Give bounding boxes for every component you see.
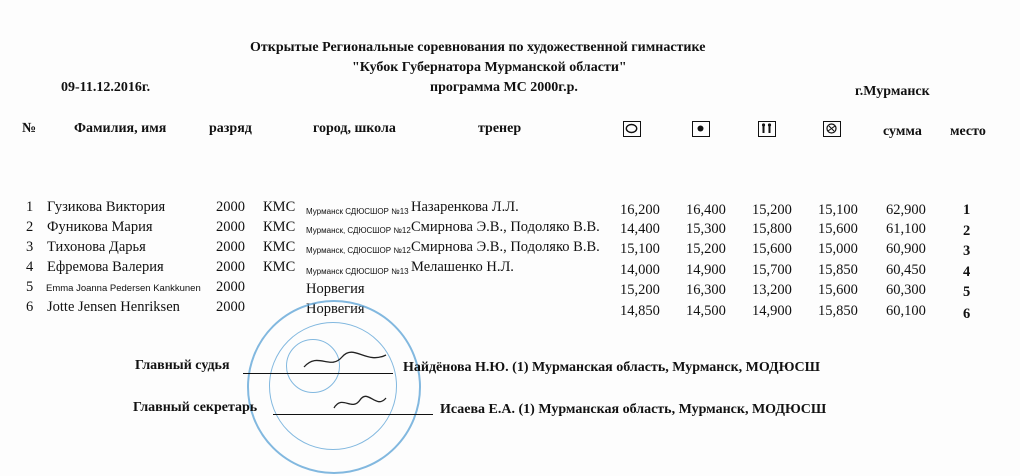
row-place: 5: [963, 284, 971, 300]
row-score-clubs: 15,700: [752, 262, 792, 278]
col-total: сумма: [883, 124, 922, 139]
row-school: Норвегия: [306, 301, 365, 317]
row-score-hoop: 15,100: [620, 241, 660, 257]
col-coach: тренер: [478, 121, 522, 136]
row-year: 2000: [216, 299, 245, 315]
row-score-ribbon: 15,600: [818, 221, 858, 237]
chief-secretary-line: [273, 414, 433, 415]
row-rank: КМС: [263, 239, 296, 255]
row-score-ribbon: 15,850: [818, 262, 858, 278]
row-place: 3: [963, 243, 971, 259]
row-score-clubs: 15,600: [752, 241, 792, 257]
row-school: Норвегия: [306, 281, 365, 297]
row-score-hoop: 14,400: [620, 221, 660, 237]
row-no: 6: [26, 299, 34, 315]
chief-secretary-label: Главный секретарь: [133, 400, 258, 415]
judge-signature: [300, 345, 390, 375]
clubs-icon: [758, 121, 776, 137]
chief-judge-label: Главный судья: [135, 358, 230, 373]
official-stamp: [247, 300, 421, 474]
chief-judge-line: [243, 373, 393, 374]
row-no: 4: [26, 259, 34, 275]
row-coach: Смирнова Э.В., Подоляко В.В.: [411, 239, 600, 255]
row-place: 2: [963, 223, 971, 239]
row-score-hoop: 15,200: [620, 282, 660, 298]
row-place: 1: [963, 202, 971, 218]
col-no: №: [22, 121, 37, 136]
ribbon-icon: [823, 121, 841, 137]
hoop-icon: [623, 121, 641, 137]
secretary-signature: [330, 390, 390, 416]
row-year: 2000: [216, 199, 245, 215]
col-name: Фамилия, имя: [74, 121, 167, 136]
row-score-hoop: 14,000: [620, 262, 660, 278]
row-score-ball: 16,300: [686, 282, 726, 298]
program: программа МС 2000г.р.: [430, 80, 578, 95]
row-score-ribbon: 15,000: [818, 241, 858, 257]
row-school: Мурманск СДЮСШОР №13: [306, 267, 409, 276]
row-score-clubs: 15,800: [752, 221, 792, 237]
chief-secretary-value: Исаева Е.А. (1) Мурманская область, Мурманск, МОДЮСШ: [440, 402, 827, 417]
row-school: Мурманск, СДЮСШОР №12: [306, 246, 411, 255]
row-coach: Мелашенко Н.Л.: [411, 259, 514, 275]
row-name: Ефремова Валерия: [47, 259, 164, 275]
row-score-hoop: 14,850: [620, 303, 660, 319]
stamp-inner-ring: [269, 322, 397, 450]
row-score-ribbon: 15,850: [818, 303, 858, 319]
date: 09-11.12.2016г.: [61, 80, 151, 95]
row-place: 4: [963, 264, 971, 280]
row-name: Emma Joanna Pedersen Kankkunen: [46, 283, 201, 294]
row-rank: КМС: [263, 199, 296, 215]
col-city-school: город, школа: [313, 121, 396, 136]
row-year: 2000: [216, 219, 245, 235]
city: г.Мурманск: [855, 84, 930, 99]
row-year: 2000: [216, 279, 245, 295]
row-name: Jotte Jensen Henriksen: [47, 299, 180, 315]
row-score-ball: 14,500: [686, 303, 726, 319]
row-score-ball: 14,900: [686, 262, 726, 278]
row-score-ball: 15,200: [686, 241, 726, 257]
col-rank: разряд: [209, 121, 252, 136]
row-total: 62,900: [886, 202, 926, 218]
row-place: 6: [963, 306, 971, 322]
row-school: Мурманск, СДЮСШОР №12: [306, 226, 411, 235]
row-name: Тихонова Дарья: [47, 239, 146, 255]
row-no: 5: [26, 279, 34, 295]
row-score-clubs: 13,200: [752, 282, 792, 298]
row-rank: КМС: [263, 259, 296, 275]
row-score-ribbon: 15,100: [818, 202, 858, 218]
row-total: 60,900: [886, 241, 926, 257]
title-line-2: "Кубок Губернатора Мурманской области": [352, 60, 627, 75]
row-total: 61,100: [886, 221, 926, 237]
row-total: 60,100: [886, 303, 926, 319]
row-score-ball: 15,300: [686, 221, 726, 237]
row-year: 2000: [216, 259, 245, 275]
chief-judge-value: Найдёнова Н.Ю. (1) Мурманская область, Мурманск, МОДЮСШ: [403, 360, 820, 375]
row-score-ribbon: 15,600: [818, 282, 858, 298]
row-score-ball: 16,400: [686, 202, 726, 218]
row-name: Гузикова Виктория: [47, 199, 166, 215]
row-school: Мурманск СДЮСШОР №13: [306, 207, 409, 216]
row-coach: Назаренкова Л.Л.: [411, 199, 519, 215]
row-total: 60,450: [886, 262, 926, 278]
row-name: Фуникова Мария: [47, 219, 153, 235]
row-year: 2000: [216, 239, 245, 255]
row-score-clubs: 15,200: [752, 202, 792, 218]
row-no: 1: [26, 199, 34, 215]
row-score-hoop: 16,200: [620, 202, 660, 218]
row-total: 60,300: [886, 282, 926, 298]
row-no: 2: [26, 219, 34, 235]
title-line-1: Открытые Региональные соревнования по художественной гимнастике: [250, 40, 706, 55]
row-score-clubs: 14,900: [752, 303, 792, 319]
col-place: место: [950, 124, 986, 139]
row-no: 3: [26, 239, 34, 255]
row-coach: Смирнова Э.В., Подоляко В.В.: [411, 219, 600, 235]
row-rank: КМС: [263, 219, 296, 235]
ball-icon: [692, 121, 710, 137]
